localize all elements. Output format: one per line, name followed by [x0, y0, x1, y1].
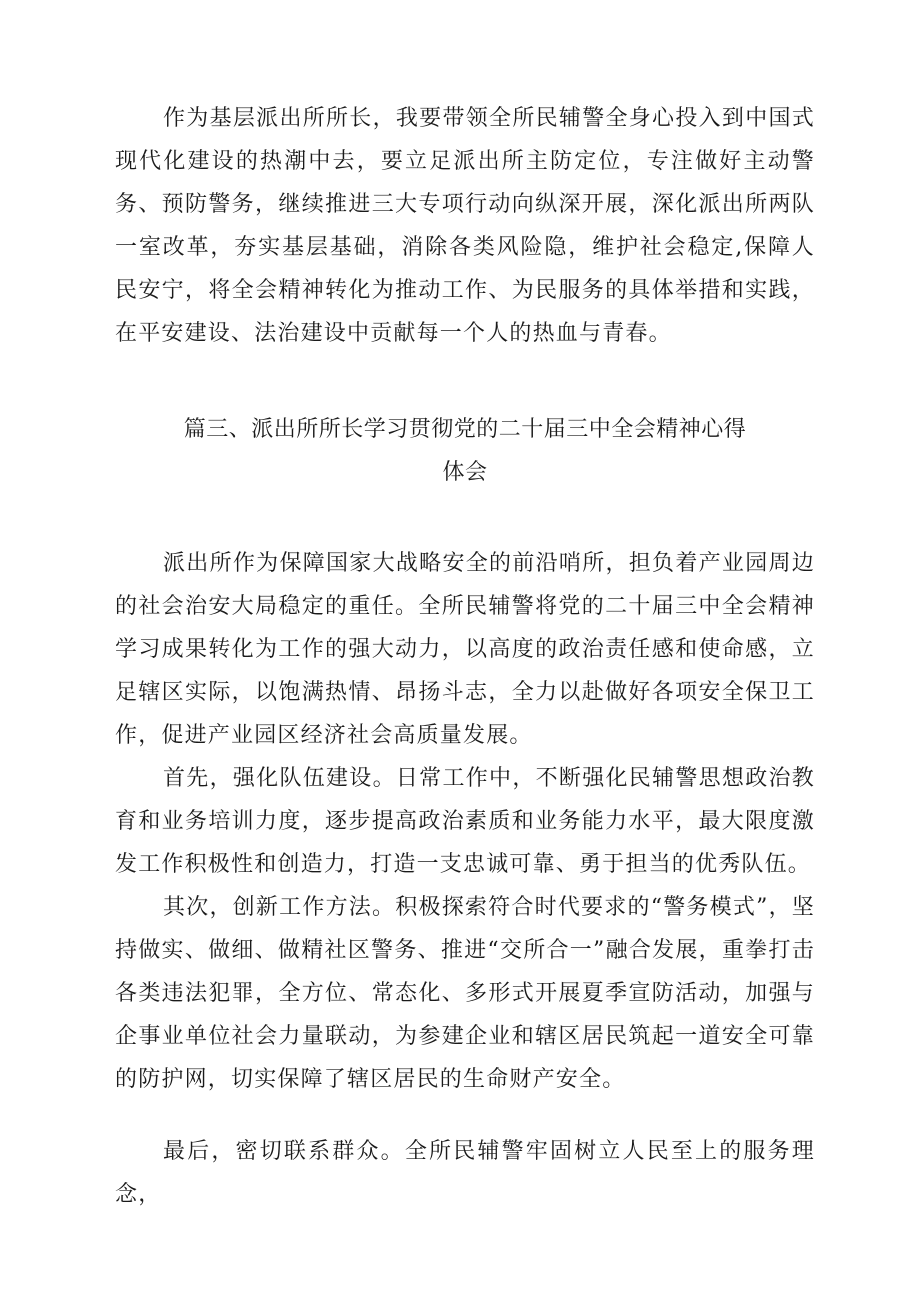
paragraph-2: 首先，强化队伍建设。日常工作中，不断强化民辅警思想政治教育和业务培训力度，逐步提高政治素质和业务能力水平，最大限度激发工作积极性和创造力，打造一支忠诚可靠、勇于担当的优秀队伍。 [115, 766, 815, 877]
section-title [115, 408, 815, 494]
intro-paragraph-block [115, 97, 815, 355]
paragraph-4: 最后，密切联系群众。全所民辅警牢固树立人民至上的服务理念， [115, 1139, 815, 1207]
section-title-line-2: 体会 [442, 460, 488, 485]
paragraph-1: 派出所作为保障国家大战略安全的前沿哨所，担负着产业园周边的社会治安大局稳定的重任。全所民辅警将党的二十届三中全会精神学习成果转化为工作的强大动力，以高度的政治责任感和使命感，立足辖区实际，以饱满热情、昂扬斗志，全力以赴做好各项安全保卫工作，促进产业园区经济社会高质量发展。 [115, 551, 815, 748]
section-title-line-1: 篇三、派出所所长学习贯彻党的二十届三中全会精神心得 [183, 417, 747, 442]
intro-paragraph: 作为基层派出所所长，我要带领全所民辅警全身心投入到中国式现代化建设的热潮中去，要立足派出所主防定位，专注做好主动警务、预防警务，继续推进三大专项行动向纵深开展，深化派出所两队一室改革，夯实基层基础，消除各类风险隐，维护社会稳定,保障人民安宁，将全会精神转化为推动工作、为民服务的具体举措和实践，在平安建设、法治建设中贡献每一个人的热血与青春。 [115, 106, 815, 346]
body-paragraphs [115, 542, 815, 1101]
paragraph-3: 其次，创新工作方法。积极探索符合时代要求的“警务模式”，坚持做实、做细、做精社区警务、推进“交所合一”融合发展，重拳打击各类违法犯罪，全方位、常态化、多形式开展夏季宣防活动，加强与企事业单位社会力量联动，为参建企业和辖区居民筑起一道安全可靠的防护网，切实保障了辖区居民的生命财产安全。 [115, 895, 815, 1092]
closing-paragraph-block [115, 1130, 815, 1216]
